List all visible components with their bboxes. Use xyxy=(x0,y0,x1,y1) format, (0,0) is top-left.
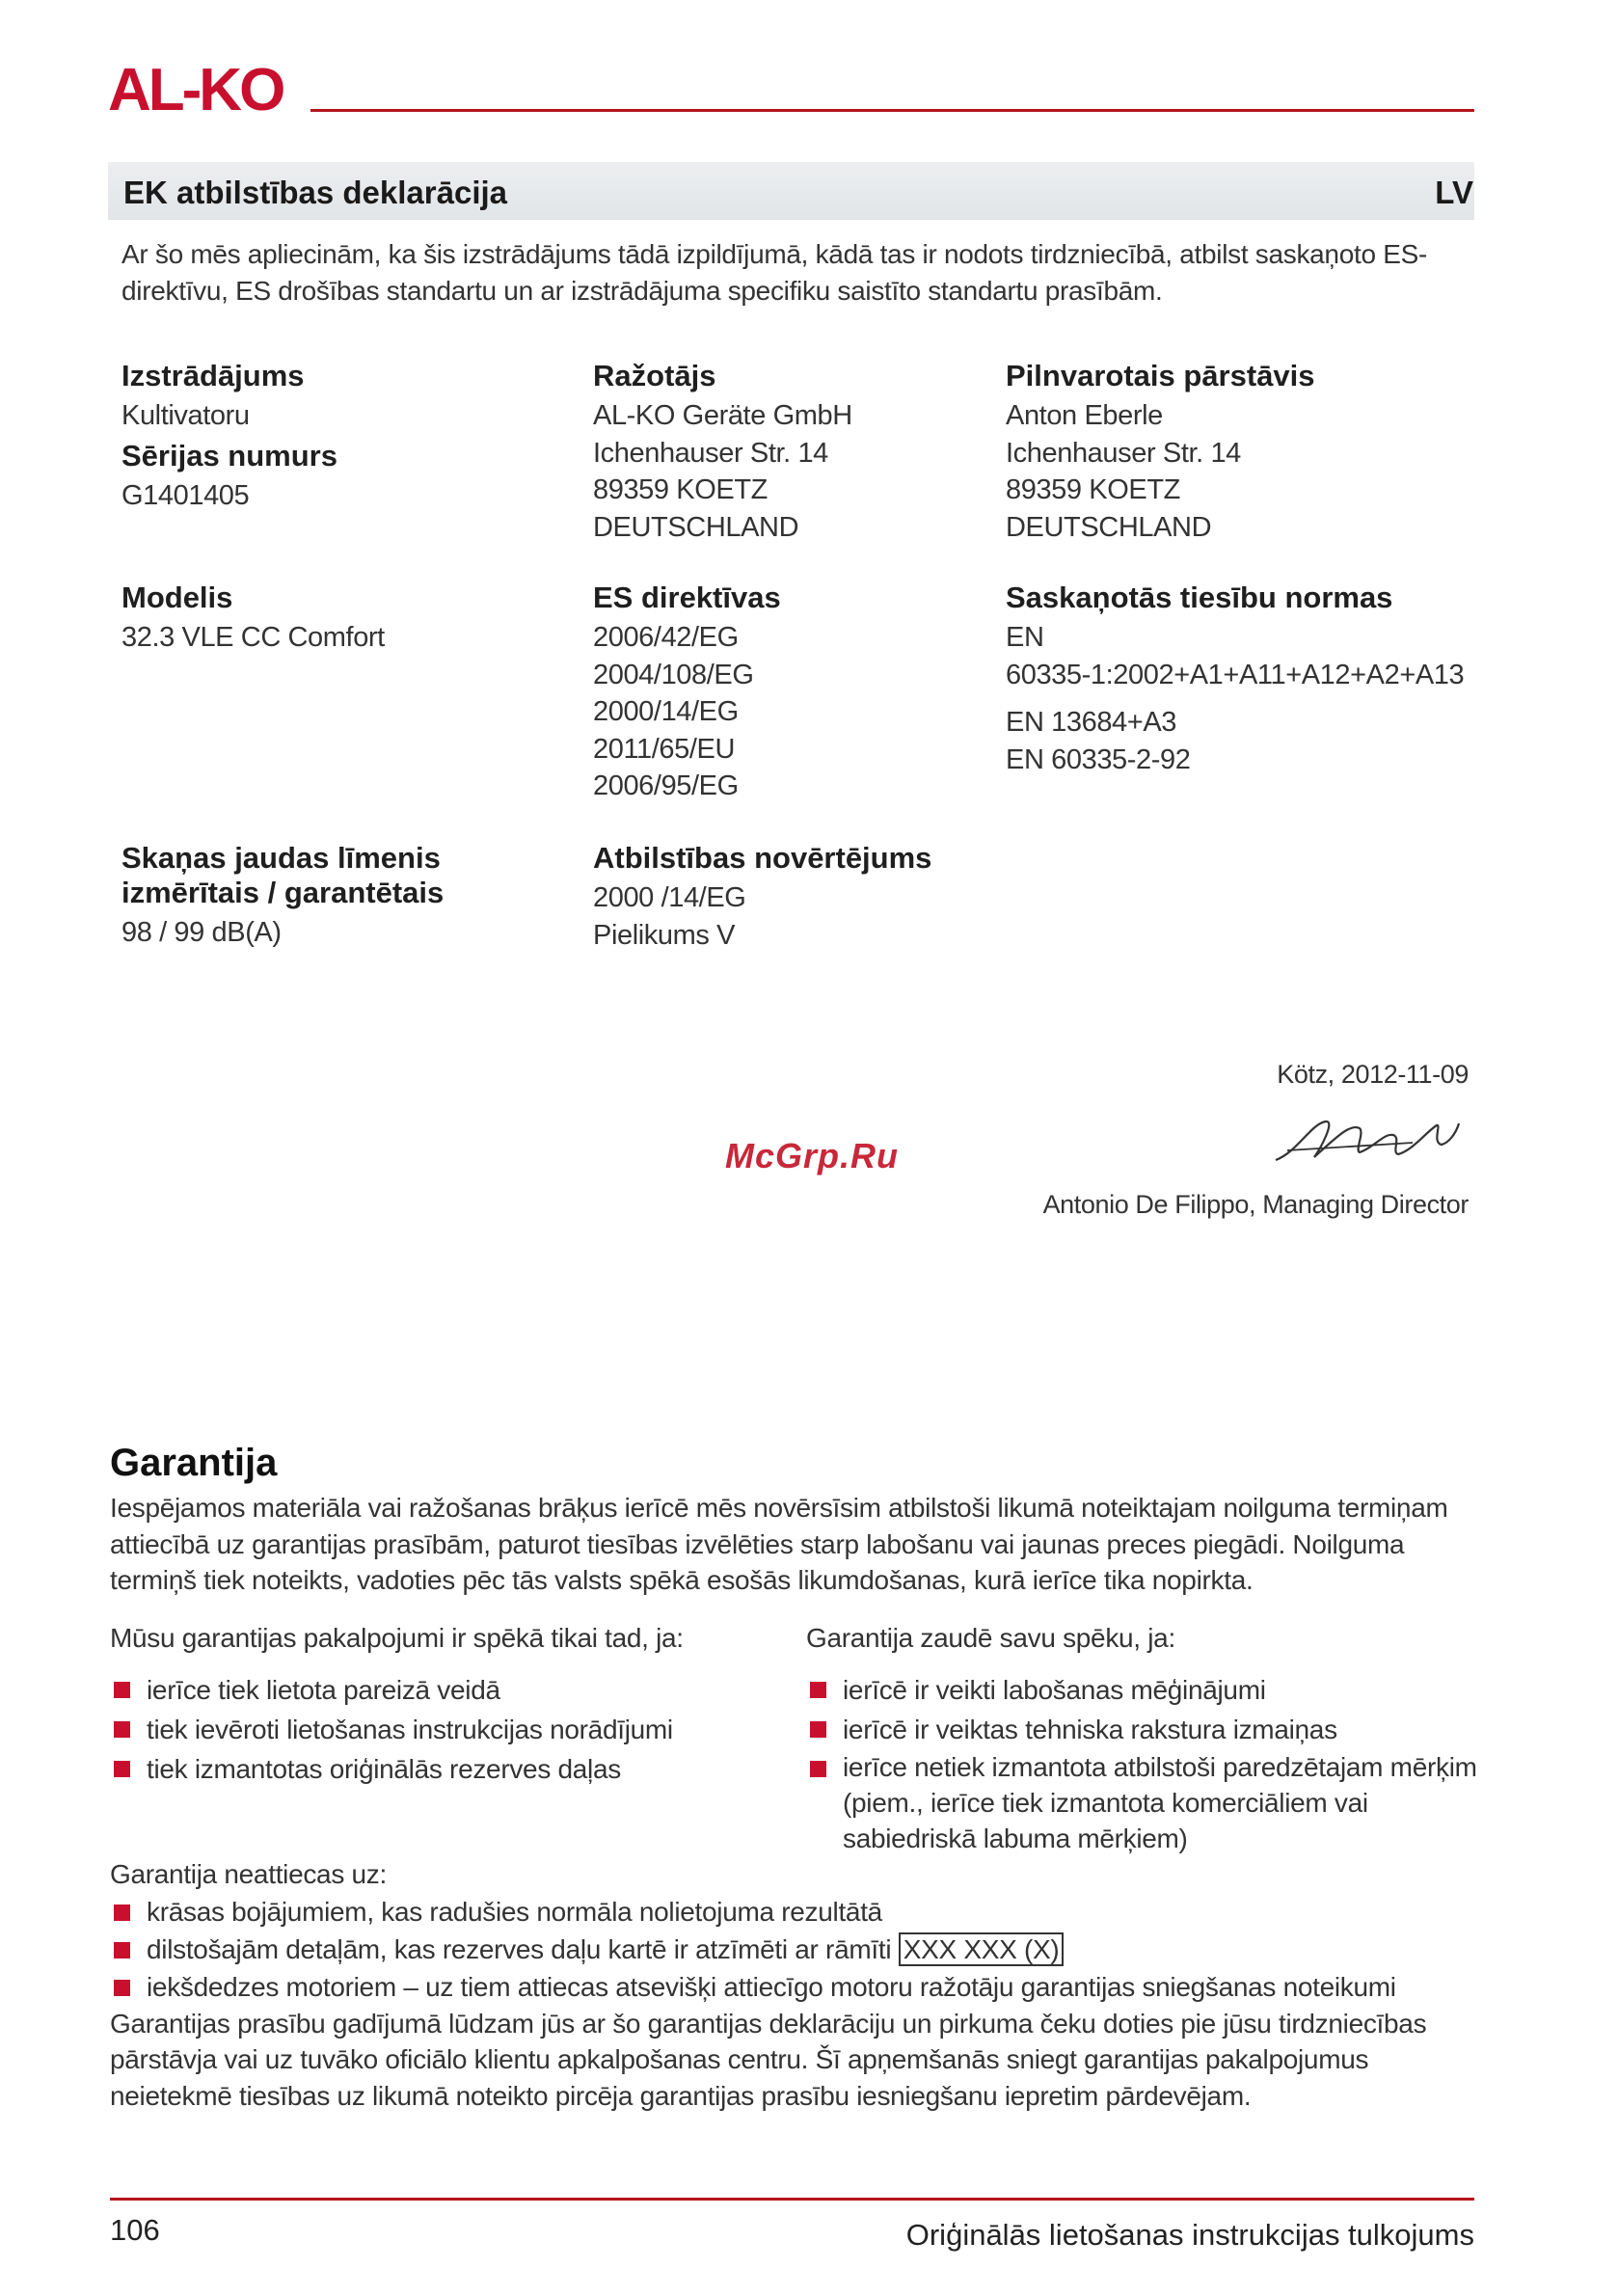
conformity-block xyxy=(593,841,998,954)
standards-heading: Saskaņotās tiesību normas xyxy=(1006,581,1393,614)
directives-heading: ES direktīvas xyxy=(593,581,781,614)
declaration-intro: Ar šo mēs apliecinām, ka šis izstrādājums tādā izpildījumā, kādā tas ir nodots tirdzniecībā, atbilst saskaņoto ES-direktīvu, ES drošības standartu un ar izstrādājuma specifiku saistīto standartu prasībām. xyxy=(121,239,1427,306)
standards-block xyxy=(1006,581,1469,778)
bullet-square-icon xyxy=(114,1904,130,1921)
warranty-excluded-section xyxy=(110,1856,1489,2114)
conformity-line: Pielikums V xyxy=(593,919,736,951)
representative-line: 89359 KOETZ xyxy=(1006,474,1180,505)
directive-line: 2004/108/EG xyxy=(593,659,754,690)
warranty-void-list xyxy=(806,1670,1500,1856)
manufacturer-line: AL-KO Geräte GmbH xyxy=(593,400,852,431)
conformity-line: 2000 /14/EG xyxy=(593,882,746,913)
noise-value: 98 / 99 dB(A) xyxy=(121,917,282,948)
logo-text: AL-KO xyxy=(108,60,283,122)
directive-line: 2006/42/EG xyxy=(593,622,739,653)
directive-line: 2006/95/EG xyxy=(593,770,739,801)
language-code: LV xyxy=(1435,175,1473,210)
place-date: Kötz, 2012-11-09 xyxy=(1277,1060,1469,1089)
list-item: tiek izmantotas oriģinālās rezerves daļas xyxy=(110,1749,775,1789)
noise-block xyxy=(121,841,575,952)
manufacturer-heading: Ražotājs xyxy=(593,359,716,392)
list-item: iekšdedzes motoriem – uz tiem attiecas atsevišķi attiecīgo motoru ražotāju garantijas sniegšanas noteikumi xyxy=(110,1968,1489,2006)
warranty-intro: Iespējamos materiāla vai ražošanas brāķus ierīcē mēs novērsīsim atbilstoši likumā noteiktajam noilguma termiņam attiecībā uz garantijas prasībām, paturot tiesības izvēlēties starp labošanu vai jaunas preces piegādi. Noilguma termiņš tiek noteikts, vadoties pēc tās valsts spēkā esošās likumdošanas, kurā ierīce tika nopirkta. xyxy=(110,1493,1448,1595)
manufacturer-line: DEUTSCHLAND xyxy=(593,511,799,543)
warranty-closing: Garantijas prasību gadījumā lūdzam jūs ar šo garantijas deklarāciju un pirkuma čeku doties pie jūsu tirdzniecības pārstāvja vai uz tuvāko oficiālo klientu apkalpošanas centru. Šī apņemšanās sniegt garantijas pakalpojumus neietekmē tiesības uz likumā noteikto pircēja garantijas prasību iesniegšanu iepretim pārdevējam. xyxy=(110,2008,1427,2111)
product-heading: Izstrādājums xyxy=(121,359,305,392)
list-item: tiek ievēroti lietošanas instrukcijas norādījumi xyxy=(110,1710,775,1749)
footer-rule xyxy=(110,2198,1474,2201)
warranty-valid-heading: Mūsu garantijas pakalpojumi ir spēkā tikai tad, ja: xyxy=(110,1623,684,1653)
part-marking-box: XXX XXX (X) xyxy=(899,1932,1065,1966)
warranty-title: Garantija xyxy=(110,1442,278,1484)
representative-heading: Pilnvarotais pārstāvis xyxy=(1006,359,1315,392)
watermark: McGrp.Ru xyxy=(725,1136,900,1175)
declaration-title: EK atbilstības deklarācija xyxy=(123,175,508,210)
footer-title: Oriģinālās lietošanas instrukcijas tulkojums xyxy=(905,2218,1474,2252)
standard-line: 60335-1:2002+A1+A11+A12+A2+A13 xyxy=(1006,659,1465,690)
noise-heading-2: izmērītais / garantētais xyxy=(121,876,445,909)
list-item: ierīcē ir veiktas tehniska rakstura izmaiņas xyxy=(806,1710,1500,1749)
bullet-square-icon xyxy=(810,1761,826,1777)
manufacturer-line: Ichenhauser Str. 14 xyxy=(593,437,828,469)
page-number: 106 xyxy=(110,2213,160,2247)
warranty-valid-section xyxy=(110,1620,775,1789)
bullet-square-icon xyxy=(114,1980,130,1996)
product-block xyxy=(121,359,575,514)
warranty-void-section xyxy=(806,1620,1500,1856)
bullet-square-icon xyxy=(114,1721,130,1738)
list-item: ierīce netiek izmantota atbilstoši paredzētajam mērķim (piem., ierīce tiek izmantota komerciāliem vai sabiedriskā labuma mērķiem) xyxy=(806,1749,1500,1856)
bullet-square-icon xyxy=(114,1942,130,1958)
warranty-void-heading: Garantija zaudē savu spēku, ja: xyxy=(806,1623,1175,1653)
list-item: dilstošajām detaļām, kas rezerves daļu kartē ir atzīmēti ar rāmīti XXX XXX (X) xyxy=(110,1931,1489,1968)
manufacturer-line: 89359 KOETZ xyxy=(593,474,768,505)
standard-line: EN 60335-2-92 xyxy=(1006,743,1191,775)
serial-value: G1401405 xyxy=(121,479,250,511)
list-item: ierīcē ir veikti labošanas mēģinājumi xyxy=(806,1670,1500,1710)
signature-image xyxy=(1268,1104,1461,1172)
representative-line: DEUTSCHLAND xyxy=(1006,511,1212,543)
directive-line: 2011/65/EU xyxy=(593,733,736,765)
serial-heading: Sērijas numurs xyxy=(121,438,337,473)
directive-line: 2000/14/EG xyxy=(593,696,739,727)
warranty-valid-list xyxy=(110,1670,775,1789)
al-ko-logo xyxy=(108,60,306,122)
list-item: ierīce tiek lietota pareizā veidā xyxy=(110,1670,775,1710)
bullet-square-icon xyxy=(810,1682,826,1698)
model-value: 32.3 VLE CC Comfort xyxy=(121,622,385,653)
header-rule xyxy=(310,109,1474,112)
conformity-heading: Atbilstības novērtējums xyxy=(593,841,932,875)
signatory: Antonio De Filippo, Managing Director xyxy=(1042,1190,1469,1219)
standard-line: EN xyxy=(1006,622,1044,653)
representative-line: Ichenhauser Str. 14 xyxy=(1006,437,1241,469)
manufacturer-block xyxy=(593,359,998,546)
representative-line: Anton Eberle xyxy=(1006,400,1163,431)
bullet-square-icon xyxy=(114,1761,130,1777)
representative-block xyxy=(1006,359,1469,546)
warranty-excluded-heading: Garantija neattiecas uz: xyxy=(110,1859,387,1889)
model-heading: Modelis xyxy=(121,581,233,614)
warranty-excluded-list xyxy=(110,1893,1489,2006)
model-block xyxy=(121,581,575,657)
standard-line: EN 13684+A3 xyxy=(1006,707,1176,738)
list-item: krāsas bojājumiem, kas radušies normāla nolietojuma rezultātā xyxy=(110,1893,1489,1931)
bullet-square-icon xyxy=(114,1682,130,1698)
bullet-square-icon xyxy=(810,1721,826,1738)
product-value: Kultivatoru xyxy=(121,400,250,431)
directives-block xyxy=(593,581,998,805)
noise-heading: Skaņas jaudas līmenis xyxy=(121,841,441,875)
